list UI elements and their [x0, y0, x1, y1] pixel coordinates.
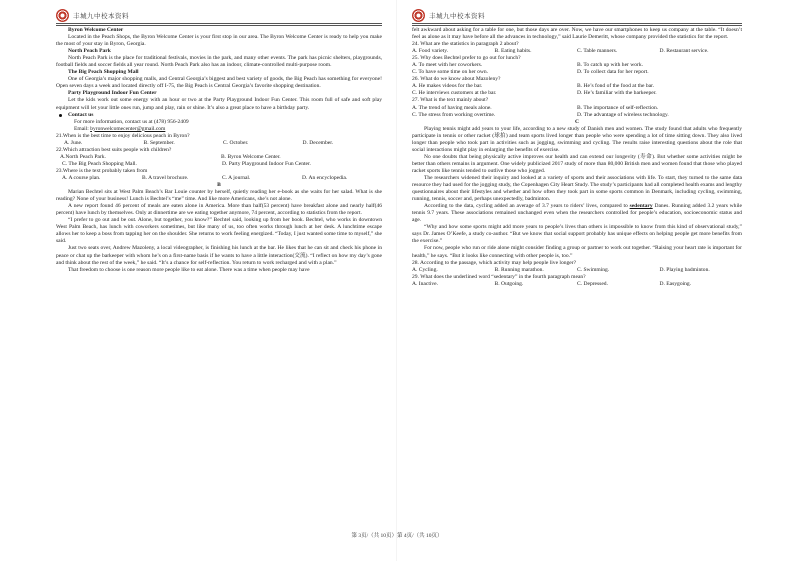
paragraph: Located in the Peach Shops, the Byron Welcome Center is your first stop in our area. The Byron Welcome Center is ready to help you make the most of your stay in Byron, Georgia.: [56, 34, 382, 48]
option: C. Swimming.: [577, 266, 610, 273]
header-title: 丰城九中校本资料: [429, 11, 485, 20]
right-page: [397, 0, 794, 561]
question-24: 24. What are the statistics in paragraph 2 about?: [412, 41, 519, 48]
option: D. Party Playground Indoor Fun Center.: [222, 160, 311, 167]
option: B. A travel brochure.: [142, 174, 189, 181]
contact-email-line: [56, 126, 382, 133]
options-26b: [412, 90, 742, 97]
option: B. Byron Welcome Center.: [221, 153, 281, 160]
school-logo-icon: [412, 9, 425, 22]
paragraph: felt awkward about asking for a table for one, but those days are over. Now, we have our smartphones to keep us company at the table. “It doesn’t feel as alone as it may have before all the advances in technology,” said Laurie Demeritt, whose company provided the statistics for the report.: [412, 27, 742, 41]
paragraph: That freedom to choose is one reason more people like to eat alone. There was a time when people may have: [68, 266, 310, 273]
question-27: 27. What is the text mainly about?: [412, 97, 489, 104]
option: C. The Big Peach Shopping Mall.: [62, 160, 137, 167]
paragraph: Just two seats over, Andrew Mazoleny, a local videographer, is finishing his lunch at the bar. He likes that he can sit and check his phone in peace or chat up the barkeeper with whom he’s on a first-name basis if he wants to have a little interaction(交流). “I reflect on how my day’s gone and think about the rest of the week,” he said. “It’s a chance for self-reflection. You return to work recharged and with a plan.”: [56, 245, 382, 266]
section-title: North Peach Park: [68, 48, 111, 55]
paragraph: “Why and how some sports might add more years to people’s lives than others is impossible to know from this kind of observational study,” says Dr. James O’Keefe, a study co-author. “But we know that social support probably has unique effects on helping people get more benefits from the exercise.”: [412, 224, 742, 245]
paragraph: One of Georgia’s major shopping malls, and Central Georgia’s biggest and best variety of goods, the Big Peach has something for everyone! Open seven days a week and located directly off I-75, the Big Peach is Central Georgia’s favorite shopping destination.: [56, 76, 382, 90]
contact-phone: For more information, contact us at (478) 956-2409: [74, 118, 189, 125]
header-title: 丰城九中校本资料: [73, 11, 129, 20]
left-content: [56, 27, 382, 274]
text-run: According to the data, cycling added an average of 3.7 years to riders’ lives, compared to: [424, 203, 630, 210]
options-27a: [412, 105, 742, 112]
paragraph: Let the kids work out some energy with an hour or two at the Party Playground Indoor Fun Center. This room full of safe and soft play equipment will let your little ones run, jump and play, rain or shine. It’s also a great place to have a birthday party.: [56, 97, 382, 111]
option: D. Restaurant service.: [659, 48, 709, 55]
paragraph: No one doubts that being physically active improves our health and can extend our longevity (寿命). But whether some activities might be better than others remains in argument. One widely publicized 2017 study of more than 80,000 British men and women found that those who played racket sports like tennis tended to outlive those who jogged.: [412, 153, 742, 174]
paragraph: [412, 203, 742, 224]
email-link[interactable]: byronwelcomecenter@gmail.com: [90, 125, 166, 132]
paragraph: For now, people who run or ride alone might consider finding a group or partner to work out together. “Raising your heart rate is important for health,” he says. “But it looks like connecting with other people is, too.”: [412, 245, 742, 259]
option: B. He’s fond of the food at the bar.: [577, 83, 655, 90]
contact-title: Contact us: [68, 111, 94, 118]
option: D. The advantage of wireless technology.: [577, 111, 669, 118]
section-title: Byron Welcome Center: [68, 27, 124, 33]
options-28: [412, 267, 742, 274]
option: B. The importance of self-reflection.: [577, 104, 659, 111]
option: C. October.: [223, 139, 249, 146]
options-22a: [56, 154, 382, 161]
paragraph: “I prefer to go out and be out. Alone, but together, you know?” Bechtel said, looking up from her book. Bechtel, who works in downtown West Palm Beach, has lunch with coworkers sometimes, but like many of us, too often works through lunch at her desk. A lunchtime escape allows her to keep a boss from tapping her on the shoulder. She returns to work feeling energized. “Today, I just wanted some time to myself,” she said.: [56, 217, 382, 245]
page-header: [56, 8, 386, 22]
question-25: 25. Why does Bechtel prefer to go out for lunch?: [412, 55, 521, 62]
paragraph: Marian Bechtel sits at West Palm Beach’s Bar Louie counter by herself, quietly reading her e-book as she waits for her salad. What is she reading? None of your business! Lunch is Bechtel’s “me” time. And like more Americans, she’s not alone.: [56, 189, 382, 203]
options-25b: [412, 69, 742, 76]
option: C. He interviews customers at the bar.: [412, 90, 497, 97]
option: D. Easygoing.: [659, 280, 692, 287]
option: A. Cycling.: [412, 266, 438, 273]
option: A. To meet with her coworkers.: [412, 62, 483, 69]
option: D. An encyclopedia.: [302, 174, 348, 181]
header-rule: [56, 23, 382, 26]
option: B. Outgoing.: [494, 280, 524, 287]
option: C. To have some time on her own.: [412, 69, 489, 76]
option: A. June.: [64, 139, 83, 146]
options-23: [56, 175, 382, 182]
option: C. A journal.: [222, 174, 251, 181]
option: D. December.: [302, 139, 334, 146]
question-28: 28. According to the passage, which activity may help people live longer?: [412, 259, 577, 266]
option: D. He’s familiar with the barkeeper.: [577, 90, 657, 97]
option: A.North Peach Park.: [60, 153, 106, 160]
school-logo-icon: [56, 9, 69, 22]
section-label-b: B: [217, 182, 221, 189]
option: B. September.: [143, 139, 175, 146]
email-label: Email:: [74, 125, 91, 132]
question-22: 22.Which attraction best suits people with children?: [56, 146, 172, 153]
option: A. Inactive.: [412, 280, 439, 287]
option: D. Playing badminton.: [659, 266, 710, 273]
option: D. To collect data for her report.: [577, 69, 649, 76]
right-content: [412, 27, 742, 288]
question-29: 29. What does the underlined word “sedentary” in the fourth paragraph mean?: [412, 273, 586, 280]
paragraph: Playing tennis might add years to your life, according to a new study of Danish men and women. The study found that adults who frequently participate in tennis or other racket (球拍) and team sports lived longer than people who were spending a lot of time sitting down. They also lived longer than people who took part in activities such as jogging, swimming and cycling. The results raise interesting questions about the role that social interactions might play in enlarging the benefits of exercise.: [412, 125, 742, 153]
options-27b: [412, 112, 742, 119]
option: A. A course plan.: [62, 174, 101, 181]
option: C. The stress from working overtime.: [412, 111, 496, 118]
header-rule: [412, 23, 742, 26]
paragraph: The researchers widened their inquiry and looked at a variety of sports and their associations with life. To start, they turned to the same data resource they had used for the jogging study, the Copenhagen City Heart Study. The study’s participants had all completed health exams and lengthy questionnaires about their lifestyles and whether and how often they took part in some sports common in Denmark, including cycling, swimming, running, tennis, soccer and, perhaps unexpectedly, badminton.: [412, 174, 742, 203]
option: A. He makes videos for the bar.: [412, 83, 483, 90]
section-title: Party Playground Indoor Fun Center: [68, 90, 157, 97]
options-29: [412, 281, 742, 288]
option: B. To catch up with her work.: [577, 62, 644, 69]
option: A. Food variety.: [412, 48, 448, 55]
text-run: Danes. Running added 3.2 years while tennis 9.7 years. These associations remained unchanged even when the researchers controlled for people’s education, socioeconomic status and age.: [412, 203, 742, 224]
section-label-c: C: [574, 118, 579, 125]
options-21: [56, 140, 382, 147]
option: B. Running marathon.: [494, 266, 544, 273]
option: C. Depressed.: [577, 280, 608, 287]
question-26: 26. What do we know about Mazoleny?: [412, 76, 501, 83]
question-21: 21.When is the best time to enjoy delicious peach in Byron?: [56, 132, 190, 139]
option: B. Eating habits.: [494, 48, 532, 55]
bullet-icon: [59, 114, 62, 117]
contact-heading: [56, 112, 382, 119]
options-22b: [56, 161, 382, 168]
paragraph: North Peach Park is the place for traditional festivals, movies in the park, and many other events. The park has picnic shelters, playgrounds, football fields and soccer fields all year round. North Peach Park also has an indoor, climate-controlled multi-purpose room.: [56, 55, 382, 69]
section-title: The Big Peach Shopping Mall: [68, 69, 139, 76]
option: C. Table manners.: [577, 48, 618, 55]
page-header: [412, 8, 742, 22]
question-23: 23.Where is the text probably taken from: [56, 167, 148, 174]
option: A. The trend of having meals alone.: [412, 104, 492, 111]
page-footer: 第 3页/（共 10页）第 4页/（共 10页）: [351, 533, 443, 539]
underlined-word: sedentary: [629, 203, 653, 210]
paragraph: A new report found 46 percent of meals are eaten alone in America. More than half(53 percent) have breakfast alone and nearly half(46 percent) have lunch by themselves. Only at dinnertime are we eating together anymore, 74 percent, according to statistics from the report.: [56, 203, 382, 217]
